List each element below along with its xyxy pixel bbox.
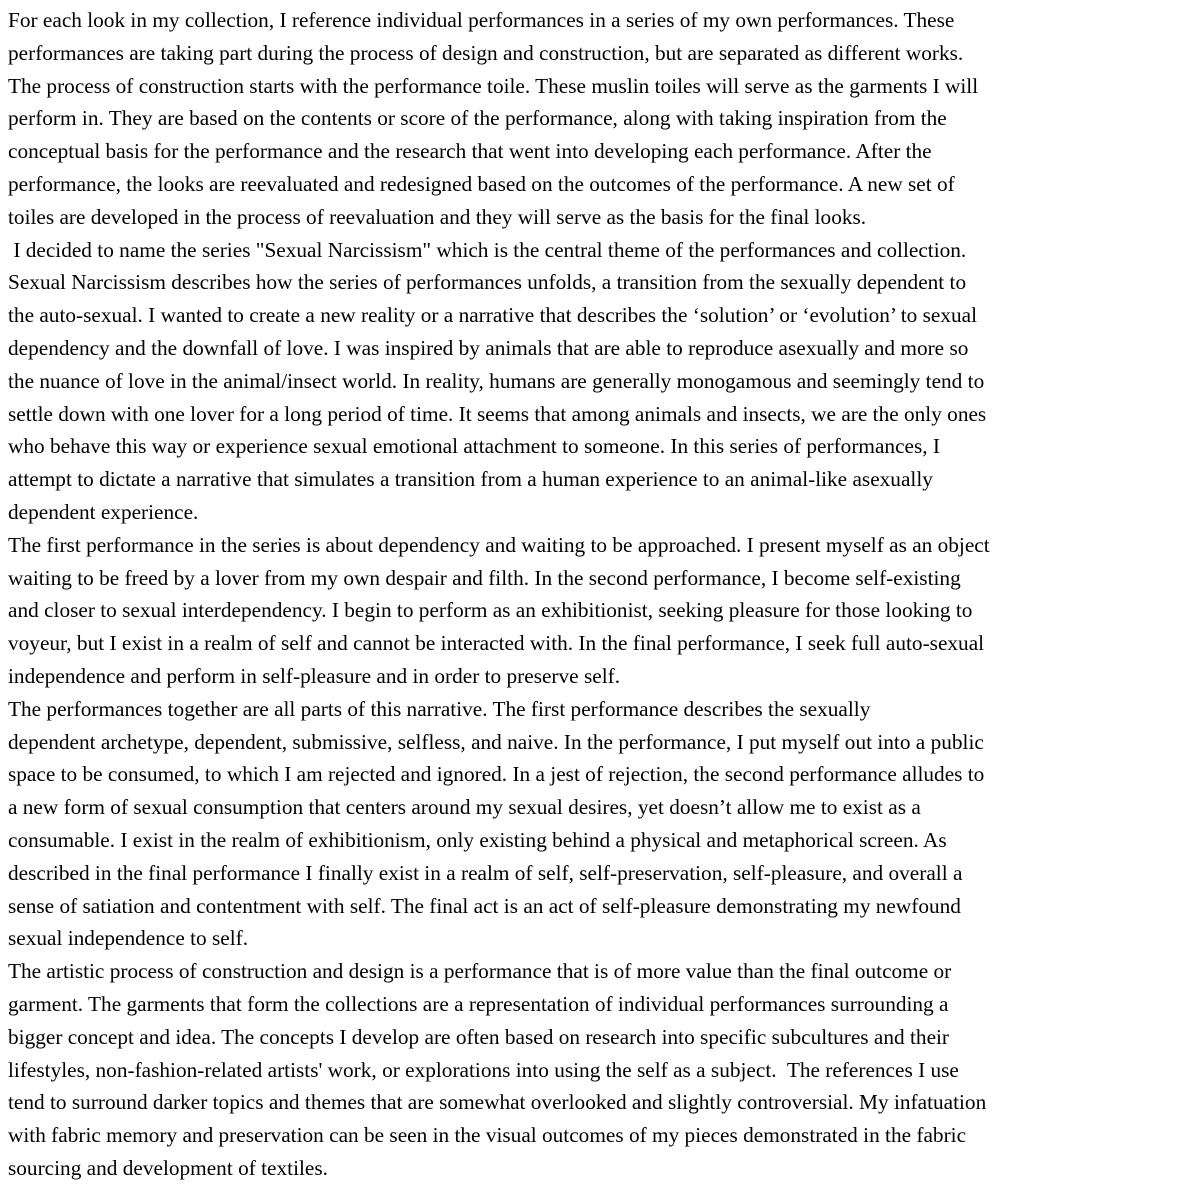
text-line: sexual independence to self.: [8, 926, 249, 951]
text-line: dependent experience.: [8, 499, 199, 524]
text-line: settle down with one lover for a long period of time. It seems that among animals and insects, we are the only ones: [8, 401, 987, 426]
text-line: who behave this way or experience sexual emotional attachment to someone. In this series of performances, I: [8, 434, 941, 459]
text-line: lifestyles, non-fashion-related artists' work, or explorations into using the self as a subject. The references I use: [8, 1057, 959, 1082]
text-line: the auto-sexual. I wanted to create a new reality or a narrative that describes the ‘solution’ or ‘evolution’ to sexual: [8, 303, 978, 328]
text-line: garment. The garments that form the collections are a representation of individual performances surrounding a: [8, 991, 949, 1016]
text-line: For each look in my collection, I reference individual performances in a series of my own performances. These: [8, 8, 955, 32]
text-line: sourcing and development of textiles.: [8, 1155, 328, 1180]
text-line: I decided to name the series "Sexual Narcissism" which is the central theme of the performances and collection.: [8, 237, 967, 262]
text-line: performances are taking part during the process of design and construction, but are separated as different works.: [8, 40, 964, 65]
text-line: a new form of sexual consumption that centers around my sexual desires, yet doesn’t allow me to exist as a: [8, 795, 921, 820]
text-line: The performances together are all parts of this narrative. The first performance describes the sexually: [8, 696, 871, 721]
text-line: independence and perform in self-pleasure and in order to preserve self.: [8, 663, 621, 688]
text-line: toiles are developed in the process of reevaluation and they will serve as the basis for the final looks.: [8, 204, 867, 229]
text-line: performance, the looks are reevaluated and redesigned based on the outcomes of the performance. A new set of: [8, 171, 955, 196]
text-line: and closer to sexual interdependency. I begin to perform as an exhibitionist, seeking pleasure for those looking to: [8, 598, 973, 623]
text-line: described in the final performance I finally exist in a realm of self, self-preservation, self-pleasure, and overall a: [8, 860, 963, 885]
text-line: dependent archetype, dependent, submissive, selfless, and naive. In the performance, I put myself out into a public: [8, 729, 984, 754]
text-line: voyeur, but I exist in a realm of self and cannot be interacted with. In the final performance, I seek full auto-sexual: [8, 631, 985, 656]
text-line: space to be consumed, to which I am rejected and ignored. In a jest of rejection, the second performance alludes to: [8, 762, 985, 787]
text-line: The artistic process of construction and design is a performance that is of more value than the final outcome or: [8, 959, 952, 984]
text-line: with fabric memory and preservation can be seen in the visual outcomes of my pieces demonstrated in the fabric: [8, 1123, 967, 1148]
text-line: perform in. They are based on the contents or score of the performance, along with taking inspiration from the: [8, 106, 947, 131]
text-line: conceptual basis for the performance and the research that went into developing each performance. After the: [8, 139, 932, 164]
text-line: tend to surround darker topics and themes that are somewhat overlooked and slightly controversial. My infatuation: [8, 1090, 987, 1115]
text-line: The process of construction starts with the performance toile. These muslin toiles will serve as the garments I will: [8, 73, 979, 98]
text-line: Sexual Narcissism describes how the series of performances unfolds, a transition from the sexually dependent to: [8, 270, 967, 295]
text-line: attempt to dictate a narrative that simulates a transition from a human experience to an animal-like asexually: [8, 467, 933, 492]
text-line: The first performance in the series is about dependency and waiting to be approached. I present myself as an object: [8, 532, 990, 557]
text-line: dependency and the downfall of love. I was inspired by animals that are able to reproduce asexually and more so: [8, 335, 969, 360]
text-line: sense of satiation and contentment with self. The final act is an act of self-pleasure demonstrating my newfound: [8, 893, 961, 918]
text-line: bigger concept and idea. The concepts I develop are often based on research into specific subcultures and their: [8, 1024, 950, 1049]
text-line: waiting to be freed by a lover from my own despair and filth. In the second performance, I become self-existing: [8, 565, 961, 590]
text-line: the nuance of love in the animal/insect world. In reality, humans are generally monogamous and seemingly tend to: [8, 368, 985, 393]
text-line: consumable. I exist in the realm of exhibitionism, only existing behind a physical and metaphorical screen. As: [8, 827, 947, 852]
